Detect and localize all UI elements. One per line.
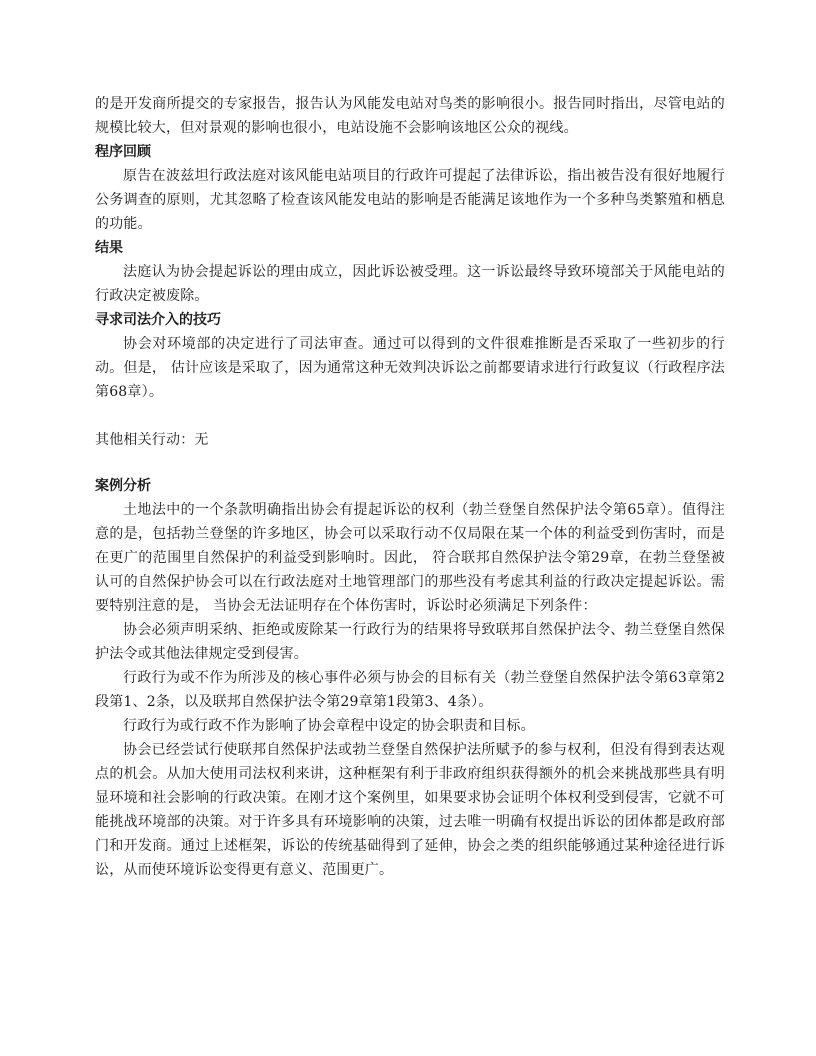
- paragraph-analysis-3: 行政行为或不作为所涉及的核心事件必须与协会的目标有关（勃兰登堡自然保护法令第63章第2段第1、2条，以及联邦自然保护法令第29章第1段第3、4条）。: [95, 670, 725, 710]
- paragraph-analysis-1: 土地法中的一个条款明确指出协会有提起诉讼的权利（勃兰登堡自然保护法令第65章）。值得注意的是，包括勃兰登堡的许多地区，协会可以采取行动不仅局限在某一个体的利益受到伤害时，而是在更广的范围里自然保护的利益受到影响时。因此， 符合联邦自然保护法令第29章，在勃兰登堡被认可的自然保护协会可以在行政法庭对土地管理部门的那些没有考虑其利益的行政决定提起诉讼。需要特别注意的是， 当协会无法证明存在个体伤害时，诉讼时必须满足下列条件：: [95, 502, 725, 614]
- paragraph-expert-report: 的是开发商所提交的专家报告，报告认为风能发电站对鸟类的影响很小。报告同时指出，尽管电站的规模比较大，但对景观的影响也很小，电站设施不会影响该地区公众的视线。: [95, 96, 725, 136]
- paragraph-result: 法庭认为协会提起诉讼的理由成立，因此诉讼被受理。这一诉讼最终导致环境部关于风能电站的行政决定被废除。: [95, 264, 725, 304]
- section-gap: [95, 452, 725, 474]
- paragraph-judicial-techniques: 协会对环境部的决定进行了司法审查。通过可以得到的文件很难推断是否采取了一些初步的行动。但是， 估计应该是采取了，因为通常这种无效判决诉讼之前都要请求进行行政复议（行政程序法第68章）。: [95, 336, 725, 400]
- heading-case-analysis: 案例分析: [95, 478, 151, 494]
- heading-judicial-techniques: 寻求司法介入的技巧: [95, 312, 221, 328]
- section-gap: [95, 404, 725, 428]
- paragraph-analysis-5: 协会已经尝试行使联邦自然保护法或勃兰登堡自然保护法所赋予的参与权利，但没有得到表达观点的机会。从加大使用司法权利来讲，这种框架有利于非政府组织获得额外的机会来挑战那些具有明显环境和社会影响的行政决策。在刚才这个案例里，如果要求协会证明个体权利受到侵害，它就不可能挑战环境部的决策。对于许多具有环境影响的决策，过去唯一明确有权提出诉讼的团体都是政府部门和开发商。通过上述框架，诉讼的传统基础得到了延伸，协会之类的组织能够通过某种途径进行诉讼，从而使环境诉讼变得更有意义、范围更广。: [95, 742, 725, 878]
- heading-result: 结果: [95, 240, 123, 256]
- paragraph-procedure: 原告在波兹坦行政法庭对该风能电站项目的行政许可提起了法律诉讼，指出被告没有很好地履行公务调查的原则，尤其忽略了检查该风能发电站的影响是否能满足该地作为一个多种鸟类繁殖和栖息的功能。: [95, 168, 725, 232]
- paragraph-analysis-4: 行政行为或行政不作为影响了协会章程中设定的协会职责和目标。: [123, 718, 535, 734]
- heading-procedure: 程序回顾: [95, 144, 151, 160]
- paragraph-analysis-2: 协会必须声明采纳、拒绝或废除某一行政行为的结果将导致联邦自然保护法令、勃兰登堡自然保护法令或其他法律规定受到侵害。: [95, 622, 725, 662]
- document-page: [95, 92, 725, 882]
- other-actions-line: 其他相关行动：无: [95, 432, 209, 448]
